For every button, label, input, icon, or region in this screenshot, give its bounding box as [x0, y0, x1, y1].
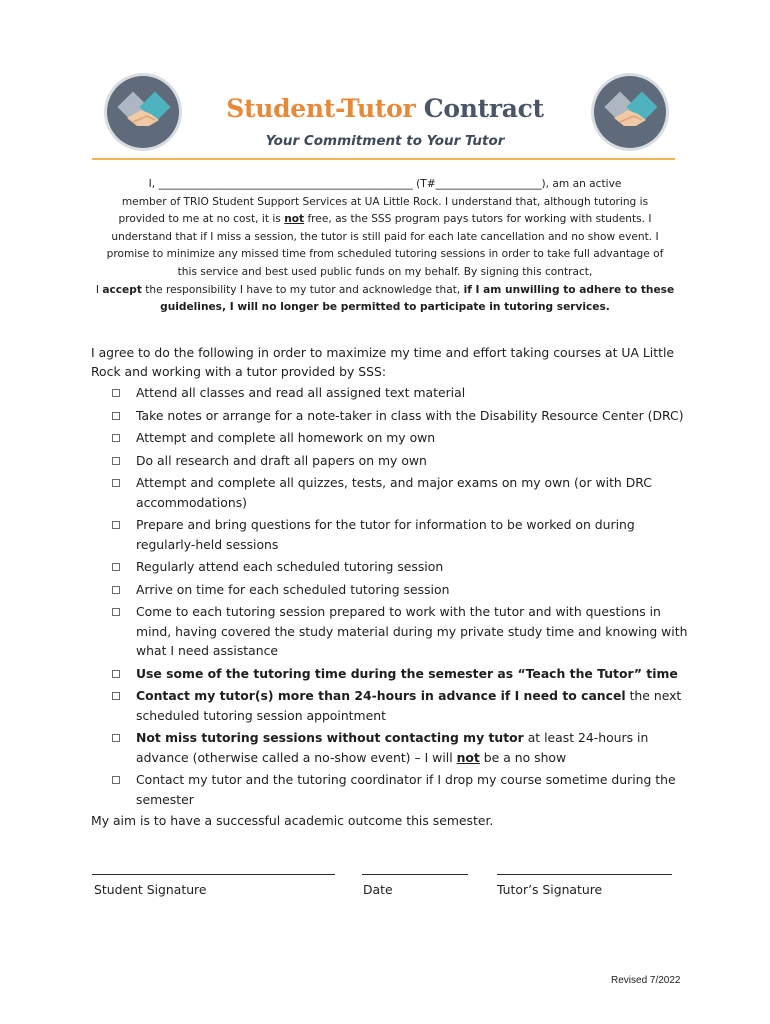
- checklist-item: Attempt and complete all quizzes, tests, and major exams on my own (or with DRC accommodations): [110, 473, 690, 512]
- checkbox[interactable]: [112, 389, 120, 397]
- title-part-2: Contract: [423, 94, 544, 123]
- checkbox[interactable]: [112, 608, 120, 616]
- checklist-item: Contact my tutor and the tutoring coordinator if I drop my course sometime during the semester: [110, 770, 690, 809]
- intro-line: member of TRIO Student Support Services at UA Little Rock. I understand that, although tutoring is: [121, 195, 649, 208]
- checkbox[interactable]: [112, 479, 120, 487]
- checkbox[interactable]: [112, 692, 120, 700]
- student-signature-label: Student Signature: [94, 882, 207, 897]
- title-part-1: Student-Tutor: [226, 94, 416, 123]
- checkbox[interactable]: [112, 586, 120, 594]
- intro-line: this service and best used public funds on my behalf. By signing this contract,: [177, 265, 593, 278]
- checkbox[interactable]: [112, 563, 120, 571]
- header-divider: [92, 158, 675, 160]
- intro-line: I, ________________________________________________ (T#____________________), am an active: [148, 178, 622, 190]
- student-signature-line[interactable]: [92, 874, 335, 875]
- checkbox[interactable]: [112, 457, 120, 465]
- checkbox[interactable]: [112, 412, 120, 420]
- emphasis-accept: accept: [102, 283, 142, 296]
- checklist-item: Attempt and complete all homework on my own: [110, 428, 690, 448]
- checklist-item: Take notes or arrange for a note-taker in class with the Disability Resource Center (DRC): [110, 406, 690, 426]
- checklist-item: Prepare and bring questions for the tutor for information to be worked on during regularly-held sessions: [110, 515, 690, 554]
- date-label: Date: [363, 882, 393, 897]
- emphasis-not: not: [284, 213, 305, 226]
- intro-line: provided to me at no cost, it is not free, as the SSS program pays tutors for working with students. I: [118, 213, 652, 226]
- date-line[interactable]: [362, 874, 468, 875]
- intro-line: understand that if I miss a session, the tutor is still paid for each late cancellation and no show event. I: [111, 230, 659, 243]
- intro-line: I accept the responsibility I have to my tutor and acknowledge that, if I am unwilling to adhere to these: [95, 283, 675, 296]
- intro-line: promise to minimize any missed time from scheduled tutoring sessions in order to take full advantage of: [106, 248, 664, 261]
- checkbox[interactable]: [112, 734, 120, 742]
- tutor-signature-line[interactable]: [497, 874, 672, 875]
- intro-line: guidelines, I will no longer be permitted to participate in tutoring services.: [160, 301, 610, 314]
- tutor-signature-label: Tutor’s Signature: [497, 882, 603, 897]
- checklist-item: Attend all classes and read all assigned text material: [110, 383, 690, 403]
- checklist-item: Come to each tutoring session prepared to work with the tutor and with questions in mind, having covered the study material during my private study time and knowing with what I need assistance: [110, 602, 690, 661]
- checkbox[interactable]: [112, 434, 120, 442]
- page-subtitle: Your Commitment to Your Tutor: [265, 133, 505, 149]
- checkbox[interactable]: [112, 776, 120, 784]
- page-title: [0, 94, 770, 123]
- checklist-item: Contact my tutor(s) more than 24-hours in advance if I need to cancel the next scheduled tutoring session appointment: [110, 686, 690, 725]
- checkbox[interactable]: [112, 670, 120, 678]
- checklist-item: Not miss tutoring sessions without contacting my tutor at least 24-hours in advance (otherwise called a no-show event) – I will not be a no show: [110, 728, 690, 767]
- agreement-lead: I agree to do the following in order to maximize my time and effort taking courses at UA Little Rock and working with a tutor provided by SSS:: [91, 345, 675, 379]
- checklist-item: Use some of the tutoring time during the semester as “Teach the Tutor” time: [110, 664, 690, 684]
- intro-paragraph: [86, 176, 684, 317]
- aim-statement: My aim is to have a successful academic outcome this semester.: [91, 813, 494, 828]
- revision-date: Revised 7/2022: [611, 975, 681, 986]
- checklist-item: Regularly attend each scheduled tutoring session: [110, 557, 690, 577]
- checkbox[interactable]: [112, 521, 120, 529]
- checklist-item: Do all research and draft all papers on my own: [110, 451, 690, 471]
- checklist-item: Arrive on time for each scheduled tutoring session: [110, 580, 690, 600]
- agreement-checklist: [110, 383, 690, 812]
